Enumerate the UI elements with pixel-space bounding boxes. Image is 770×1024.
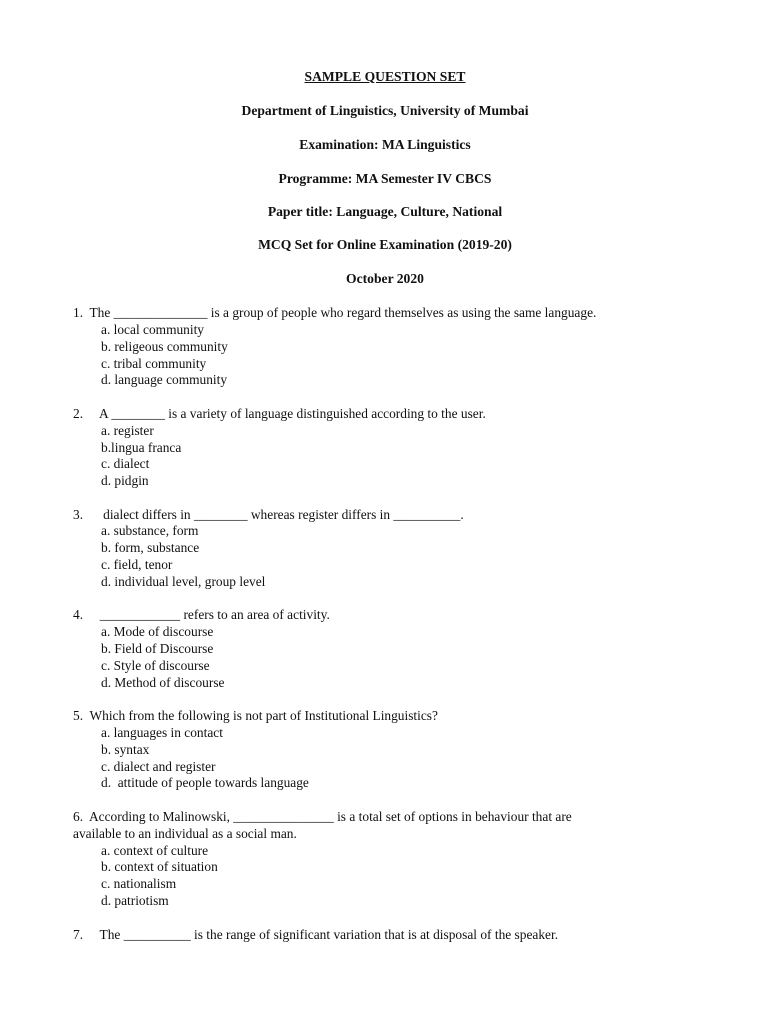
- mcq-set-heading: MCQ Set for Online Examination (2019-20): [258, 237, 512, 252]
- examination-heading: Examination: MA Linguistics: [299, 137, 471, 152]
- document-title: SAMPLE QUESTION SET: [304, 69, 466, 84]
- question-1-option-c: c. tribal community: [101, 356, 207, 371]
- question-6-stem: 6. According to Malinowski, _______________ is a total set of options in behaviour that are: [73, 809, 572, 824]
- question-6-option-a: a. context of culture: [101, 843, 209, 858]
- question-3-stem: 3. dialect differs in ________ whereas register differs in __________.: [73, 507, 464, 522]
- question-7-stem: 7. The __________ is the range of significant variation that is at disposal of the speaker.: [73, 927, 559, 942]
- question-2-option-d: d. pidgin: [101, 473, 149, 488]
- question-6-stem-continued: available to an individual as a social man.: [73, 826, 297, 841]
- paper-title-heading: Paper title: Language, Culture, National: [267, 204, 503, 219]
- programme-heading: Programme: MA Semester IV CBCS: [278, 171, 492, 186]
- question-3-option-c: c. field, tenor: [101, 557, 173, 572]
- question-6-option-c: c. nationalism: [101, 876, 177, 891]
- date-heading: October 2020: [346, 271, 424, 286]
- question-5-stem: 5. Which from the following is not part of Institutional Linguistics?: [73, 708, 438, 723]
- question-2-option-c: c. dialect: [101, 456, 150, 471]
- question-5-option-c: c. dialect and register: [101, 759, 216, 774]
- question-4-option-a: a. Mode of discourse: [101, 624, 214, 639]
- department-heading: Department of Linguistics, University of Mumbai: [241, 103, 529, 118]
- question-1-option-d: d. language community: [101, 372, 228, 387]
- question-1-option-a: a. local community: [101, 322, 205, 337]
- question-2-stem: 2. A ________ is a variety of language distinguished according to the user.: [73, 406, 486, 421]
- question-4-option-b: b. Field of Discourse: [101, 641, 214, 656]
- question-6-option-d: d. patriotism: [101, 893, 169, 908]
- question-5-option-a: a. languages in contact: [101, 725, 223, 740]
- question-2-option-a: a. register: [101, 423, 154, 438]
- question-3-option-a: a. substance, form: [101, 523, 199, 538]
- question-1-stem: 1. The ______________ is a group of people who regard themselves as using the same language.: [73, 305, 597, 320]
- question-4-option-c: c. Style of discourse: [101, 658, 210, 673]
- question-4-stem: 4. ____________ refers to an area of activity.: [73, 607, 330, 622]
- question-5-option-d: d. attitude of people towards language: [101, 775, 309, 790]
- question-5-option-b: b. syntax: [101, 742, 150, 757]
- question-4-option-d: d. Method of discourse: [101, 675, 225, 690]
- question-3-option-d: d. individual level, group level: [101, 574, 266, 589]
- question-3-option-b: b. form, substance: [101, 540, 200, 555]
- question-1-option-b: b. religeous community: [101, 339, 228, 354]
- question-2-option-b: b.lingua franca: [101, 440, 182, 455]
- question-6-option-b: b. context of situation: [101, 859, 218, 874]
